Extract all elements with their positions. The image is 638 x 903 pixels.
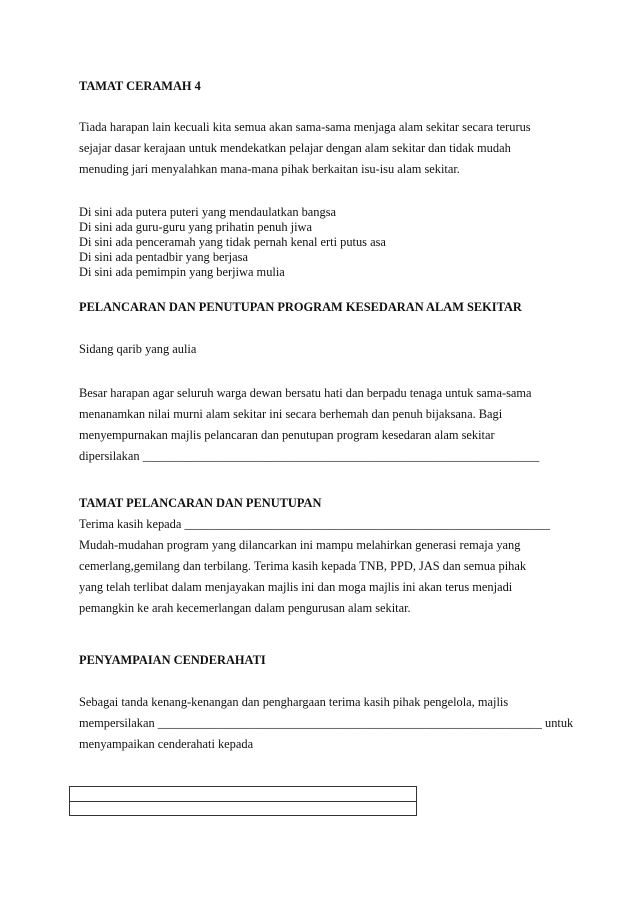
poem-verse — [79, 205, 386, 280]
paragraph-line: Sebagai tanda kenang-kenangan dan penghargaan terima kasih pihak pengelola, majlis — [79, 695, 509, 709]
paragraph-line: dipersilakan ________________________________________________________________ — [79, 449, 540, 463]
heading-pelancaran-program: PELANCARAN DAN PENUTUPAN PROGRAM KESEDARAN ALAM SEKITAR — [79, 300, 522, 314]
paragraph-thanks — [79, 514, 550, 619]
heading-tamat-ceramah: TAMAT CERAMAH 4 — [79, 79, 201, 93]
heading-penyampaian-cenderahati: PENYAMPAIAN CENDERAHATI — [79, 653, 266, 667]
paragraph-souvenir — [79, 692, 573, 755]
paragraph-line: yang telah terlibat dalam menjayakan majlis ini dan moga majlis ini akan terus menjadi — [79, 580, 513, 594]
poem-line: Di sini ada pentadbir yang berjasa — [79, 250, 248, 264]
paragraph-line: Besar harapan agar seluruh warga dewan bersatu hati dan berpadu tenaga untuk sama-sama — [79, 386, 532, 400]
paragraph-line: sejajar dasar kerajaan untuk mendekatkan pelajar dengan alam sekitar dan tidak mudah — [79, 141, 511, 155]
greeting-line: Sidang qarib yang aulia — [79, 342, 197, 356]
empty-table — [69, 786, 417, 816]
poem-line: Di sini ada pemimpin yang berjiwa mulia — [79, 265, 285, 279]
paragraph-closing-remarks — [79, 117, 531, 180]
paragraph-line: mempersilakan ______________________________________________________________ untuk — [79, 716, 574, 730]
poem-line: Di sini ada penceramah yang tidak pernah kenal erti putus asa — [79, 235, 386, 249]
table-row — [70, 787, 416, 802]
paragraph-line: Mudah-mudahan program yang dilancarkan ini mampu melahirkan generasi remaja yang — [79, 538, 521, 552]
paragraph-line: menanamkan nilai murni alam sekitar ini secara berhemah dan penuh bijaksana. Bagi — [79, 407, 503, 421]
paragraph-line: Terima kasih kepada ___________________________________________________________ — [79, 517, 550, 531]
poem-line: Di sini ada putera puteri yang mendaulatkan bangsa — [79, 205, 337, 219]
paragraph-line: pemangkin ke arah kecemerlangan dalam pengurusan alam sekitar. — [79, 601, 411, 615]
poem-line: Di sini ada guru-guru yang prihatin penuh jiwa — [79, 220, 312, 234]
table-row — [70, 802, 416, 816]
paragraph-line: cemerlang,gemilang dan terbilang. Terima kasih kepada TNB, PPD, JAS dan semua pihak — [79, 559, 527, 573]
paragraph-line: menuding jari menyalahkan mana-mana pihak berkaitan isu-isu alam sekitar. — [79, 162, 460, 176]
paragraph-invitation — [79, 383, 539, 467]
heading-tamat-pelancaran: TAMAT PELANCARAN DAN PENUTUPAN — [79, 496, 322, 510]
paragraph-line: menyampaikan cenderahati kepada — [79, 737, 254, 751]
paragraph-line: Tiada harapan lain kecuali kita semua akan sama-sama menjaga alam sekitar secara terurus — [79, 120, 531, 134]
paragraph-line: menyempurnakan majlis pelancaran dan penutupan program kesedaran alam sekitar — [79, 428, 495, 442]
